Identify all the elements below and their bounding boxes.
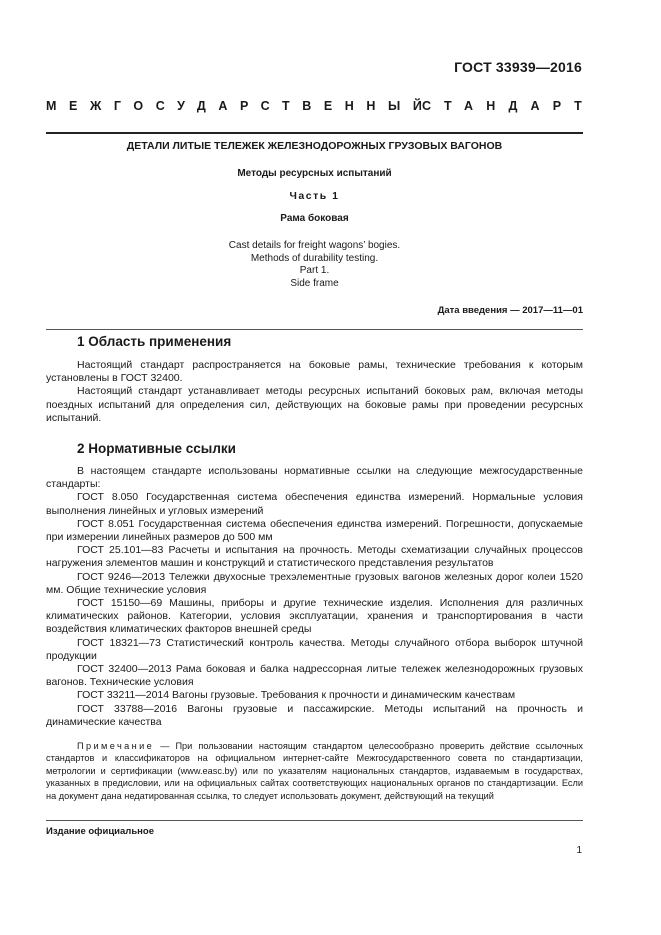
edition-label: Издание официальное (46, 826, 154, 837)
section-scope-body (46, 359, 583, 425)
date-rule (46, 329, 583, 330)
document-title: ДЕТАЛИ ЛИТЫЕ ТЕЛЕЖЕК ЖЕЛЕЗНОДОРОЖНЫХ ГРУЗОВЫХ ВАГОНОВ (126, 140, 503, 152)
introduction-date: Дата введения — 2017—11—01 (437, 305, 583, 316)
reference-item: ГОСТ 25.101—83 Расчеты и испытания на прочность. Методы схематизации случайных процессов нагружения элементов машин и конструкций и статистического представления результатов (46, 544, 583, 570)
document-part-title: Рама боковая (280, 213, 349, 224)
paragraph: Настоящий стандарт устанавливает методы ресурсных испытаний боковых рам, включая методы поездных испытаний для определения сил, действующих на боковые рамы при проведении ресурсных испытаний. (46, 385, 583, 424)
section-references-body (46, 465, 583, 729)
reference-item: ГОСТ 8.050 Государственная система обеспечения единства измерений. Нормальные условия выполнения линейных и угловых измерений (46, 491, 583, 517)
english-title-line: Methods of durability testing. (250, 252, 379, 264)
page-number: 1 (576, 845, 582, 856)
note-text: — При пользовании настоящим стандартом целесообразно проверить действие ссылочных стандартов и классификаторов на официальном интернет-сайте Межгосударственного совета по стандартизации, метрологии и сертификации (www.easc.by) или по указателям национальных стандартов, издаваемым в государствах, указанных в предисловии, или на официальных сайтах соответствующих национальных органов по стандартизации. Если на документ дана недатированная ссылка, то следует использовать документ, действующий на текущий (46, 741, 583, 801)
note-label: Примечание (77, 741, 155, 751)
reference-item: ГОСТ 33211—2014 Вагоны грузовые. Требования к прочности и динамическим качествам (77, 689, 516, 702)
reference-item: ГОСТ 32400—2013 Рама боковая и балка надрессорная литые тележек железнодорожных грузовых вагонов. Технические условия (46, 663, 583, 689)
english-title-line: Cast details for freight wagons’ bogies. (228, 240, 401, 251)
english-title-line: Side frame (290, 277, 339, 289)
reference-item: ГОСТ 33788—2016 Вагоны грузовые и пассажирские. Методы испытаний на прочность и динамические качества (46, 702, 583, 728)
reference-item: ГОСТ 9246—2013 Тележки двухосные трехэлементные грузовых вагонов железных дорог колеи 1520 мм. Общие технические условия (46, 570, 583, 596)
banner-word-standard: СТАНДАРТ (422, 99, 595, 113)
reference-item: ГОСТ 18321—73 Статистический контроль качества. Методы случайного отбора выборок штучной продукции (46, 636, 583, 662)
document-number: ГОСТ 33939—2016 (454, 59, 582, 75)
footer-rule (46, 820, 583, 821)
reference-item: ГОСТ 8.051 Государственная система обеспечения единства измерений. Погрешности, допускаемые при измерении линейных размеров до 500 мм (46, 517, 583, 544)
section-heading-scope: 1 Область применения (77, 334, 232, 349)
paragraph: В настоящем стандарте использованы нормативные ссылки на следующие межгосударственные стандарты: (46, 465, 583, 491)
section-heading-references: 2 Нормативные ссылки (77, 441, 236, 456)
header-rule (46, 132, 583, 134)
reference-item: ГОСТ 15150—69 Машины, приборы и другие технические изделия. Исполнения для различных климатических районов. Категории, условия эксплуатации, хранения и транспортирования в части воздействия климатических факторов внешней среды (46, 597, 583, 636)
english-title (46, 240, 583, 290)
note-paragraph (46, 740, 583, 802)
document-subtitle: Методы ресурсных испытаний (237, 168, 392, 179)
english-title-line: Part 1. (299, 265, 330, 277)
paragraph: Настоящий стандарт распространяется на боковые рамы, технические требования к которым установлены в ГОСТ 32400. (46, 359, 583, 385)
banner-word-interstate: МЕЖГОСУДАРСТВЕННЫЙ (46, 99, 435, 113)
note-block (46, 740, 583, 802)
document-part: Часть 1 (289, 190, 340, 202)
